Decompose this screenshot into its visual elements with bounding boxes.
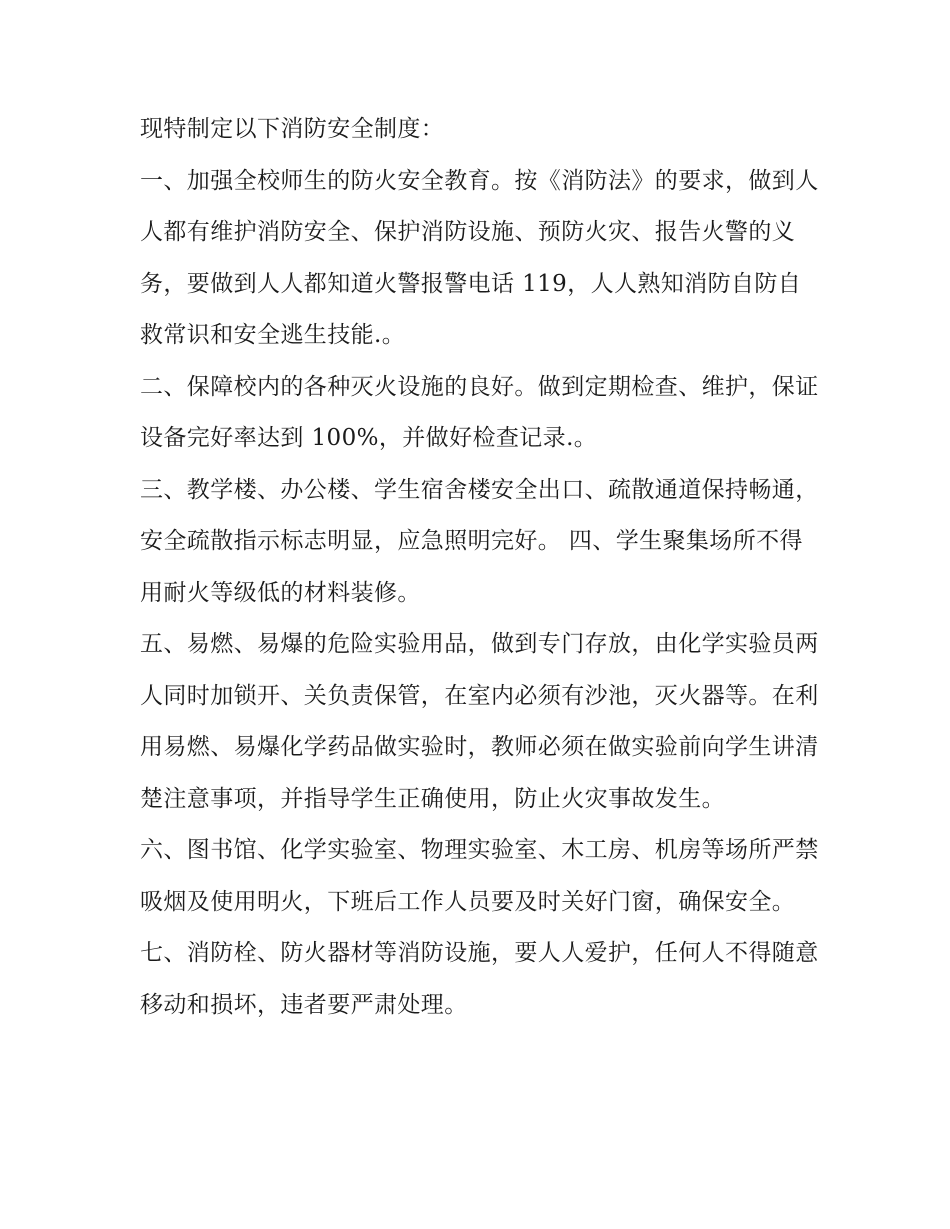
rule-1-paragraph: 一、加强全校师生的防火安全教育。按《消防法》的要求，做到人人都有维护消防安全、保护消防设施、预防火灾、报告火警的义务，要做到人人都知道火警报警电话 119，人人熟知消防自防自救常识和安全逃生技能.。 bbox=[140, 167, 819, 348]
rule-7-paragraph: 七、消防栓、防火器材等消防设施，要人人爱护，任何人不得随意移动和损坏，违者要严肃处理。 bbox=[140, 940, 819, 1018]
rule-2-paragraph: 二、保障校内的各种灭火设施的良好。做到定期检查、维护，保证设备完好率达到 100%，并做好检查记录.。 bbox=[140, 373, 819, 451]
document-body bbox=[140, 104, 820, 1031]
rule-5-paragraph: 五、易燃、易爆的危险实验用品，做到专门存放，由化学实验员两人同时加锁开、关负责保管，在室内必须有沙池，灭火器等。在利用易燃、易爆化学药品做实验时，教师必须在做实验前向学生讲清楚注意事项，并指导学生正确使用，防止火灾事故发生。 bbox=[140, 631, 819, 812]
intro-paragraph: 现特制定以下消防安全制度： bbox=[140, 116, 445, 142]
rule-6-paragraph: 六、图书馆、化学实验室、物理实验室、木工房、机房等场所严禁吸烟及使用明火，下班后工作人员要及时关好门窗，确保安全。 bbox=[140, 837, 819, 915]
rule-3-4-paragraph: 三、教学楼、办公楼、学生宿舍楼安全出口、疏散通道保持畅通，安全疏散指示标志明显，应急照明完好。 四、学生聚集场所不得用耐火等级低的材料装修。 bbox=[140, 476, 819, 606]
